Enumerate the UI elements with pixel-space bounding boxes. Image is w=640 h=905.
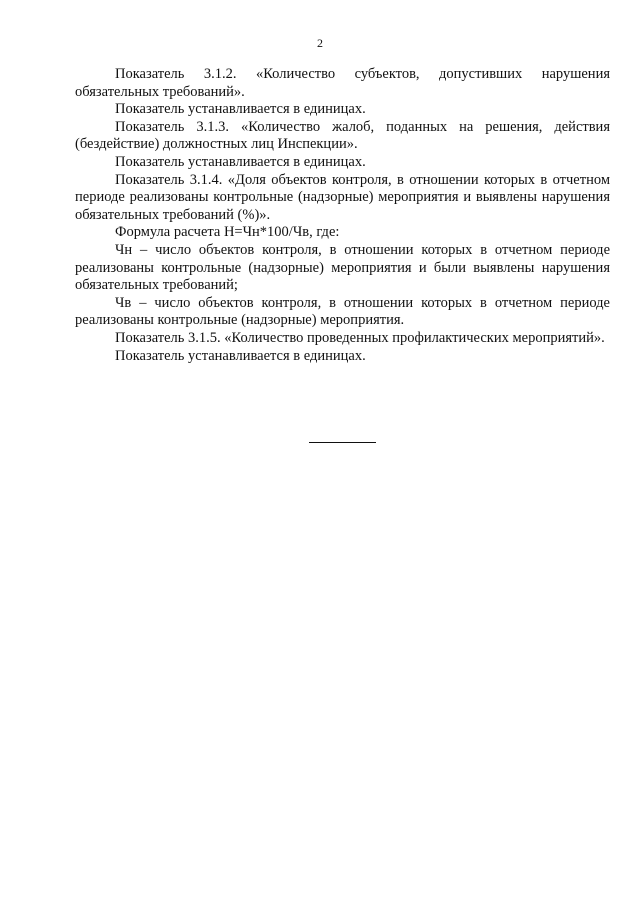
end-divider-line — [309, 442, 376, 443]
page-number: 2 — [317, 36, 323, 50]
paragraph-units-note: Показатель устанавливается в единицах. — [115, 101, 366, 118]
paragraph-indicator-3-1-2: Показатель 3.1.2. «Количество субъектов, допустивших нарушения обязательных требований». — [75, 66, 610, 100]
paragraph-units-note: Показатель устанавливается в единицах. — [115, 153, 366, 170]
paragraph-definition-chv: Чв – число объектов контроля, в отношении которых в отчетном периоде реализованы контрольные (надзорные) мероприятия. — [75, 294, 610, 329]
paragraph-formula: Формула расчета Н=Чн*100/Чв, где: — [115, 224, 340, 241]
paragraph-indicator-3-1-3: Показатель 3.1.3. «Количество жалоб, поданных на решения, действия (бездействие) должностных лиц Инспекции». — [75, 118, 610, 153]
paragraph-indicator-3-1-5: Показатель 3.1.5. «Количество проведенных профилактических мероприятий». — [115, 329, 605, 346]
document-body — [75, 66, 610, 365]
paragraph-indicator-3-1-4: Показатель 3.1.4. «Доля объектов контроля, в отношении которых в отчетном периоде реализованы контрольные (надзорные) мероприятия и выявлены нарушения обязательных требований (%)». — [75, 171, 610, 223]
paragraph-definition-chn: Чн – число объектов контроля, в отношении которых в отчетном периоде реализованы контрольные (надзорные) мероприятия и были выявлены нарушения обязательных требований; — [75, 241, 610, 294]
paragraph-units-note: Показатель устанавливается в единицах. — [115, 347, 366, 364]
